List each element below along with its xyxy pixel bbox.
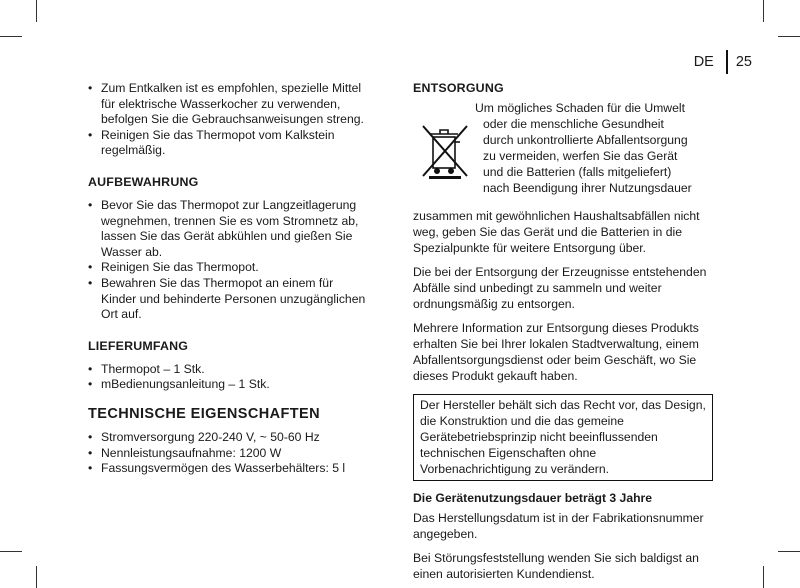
lifetime-heading: Die Gerätenutzungsdauer beträgt 3 Jahre <box>413 491 653 505</box>
crop-mark <box>0 551 22 552</box>
list-item: • Reinigen Sie das Thermopot vom Kalkstein regelmäßig. <box>88 128 370 159</box>
list-item: • Bevor Sie das Thermopot zur Langzeitlagerung wegnehmen, trennen Sie es vom Stromnetz ab, lassen Sie das Gerät abkühlen und gießen Sie Wasser ab. <box>88 198 370 260</box>
intro-line: Um mögliches Schaden für die Umwelt <box>475 101 685 115</box>
disposal-heading: ENTSORGUNG <box>413 81 504 95</box>
intro-line: und die Batterien (falls mitgeliefert) <box>483 165 672 179</box>
storage-heading: AUFBEWAHRUNG <box>88 174 199 189</box>
intro-line: oder die menschliche Gesundheit <box>483 117 664 131</box>
list-item: • Fassungsvermögen des Wasserbehälters: 5 l <box>88 461 370 477</box>
disposal-intro-text <box>475 100 715 196</box>
descaling-list <box>88 81 370 159</box>
page-number: 25 <box>735 54 752 70</box>
crop-mark <box>778 36 800 37</box>
language-code: DE <box>693 54 714 70</box>
crop-mark <box>0 36 22 37</box>
list-item: • Bewahren Sie das Thermopot an einem für Kinder und behinderte Personen unzugänglichen Ort auf. <box>88 276 370 323</box>
crop-mark <box>763 0 764 22</box>
delivery-heading: LIEFERUMFANG <box>88 338 189 353</box>
specs-list <box>88 430 370 477</box>
storage-list <box>88 198 370 323</box>
specs-heading: TECHNISCHE EIGENSCHAFTEN <box>88 405 320 422</box>
disposal-paragraph-2: Die bei der Entsorgung der Erzeugnisse entstehenden Abfälle sind unbedingt zu sammeln und weiter ordnungsmäßig zu entsorgen. <box>413 265 707 311</box>
list-item: • Reinigen Sie das Thermopot. <box>88 260 370 276</box>
manufacturer-notice-box: Der Hersteller behält sich das Recht vor, das Design, die Konstruktion und die das gemeine Gerätebetriebsprinzip nicht beeinflussenden technischen Eigenschaften ohne Vorbenachrichtigung zu verändern. <box>413 394 713 481</box>
right-column <box>413 81 713 582</box>
disposal-paragraph-3: Mehrere Information zur Entsorgung dieses Produkts erhalten Sie bei Ihrer lokalen Stadtverwaltung, einem Abfallentsorgungsdienst oder beim Geschäft, wo Sie dieses Produkt gekauft haben. <box>413 321 699 383</box>
crossed-out-wheelie-bin-icon <box>421 122 469 180</box>
intro-line: durch unkontrollierte Abfallentsorgung <box>483 133 688 147</box>
list-item: • Thermopot – 1 Stk. <box>88 362 370 378</box>
disposal-intro-block <box>413 100 713 208</box>
lifetime-paragraph: Das Herstellungsdatum ist in der Fabrikationsnummer angegeben. <box>413 511 704 541</box>
disposal-continuation: zusammen mit gewöhnlichen Haushaltsabfällen nicht weg, geben Sie das Gerät und die Batterien in die Spezialpunkte für weitere Entsorgung über. <box>413 209 700 255</box>
crop-mark <box>778 551 800 552</box>
page-header <box>694 50 752 74</box>
intro-line: nach Beendigung ihrer Nutzungsdauer <box>483 181 692 195</box>
intro-line: zu vermeiden, werfen Sie das Gerät <box>483 149 678 163</box>
list-item: • Nennleistungsaufnahme: 1200 W <box>88 446 370 462</box>
delivery-list <box>88 362 370 393</box>
crop-mark <box>763 566 764 588</box>
list-item: • Stromversorgung 220-240 V, ~ 50-60 Hz <box>88 430 370 446</box>
list-item: • Zum Entkalken ist es empfohlen, spezielle Mittel für elektrische Wasserkocher zu verwenden, befolgen Sie die Gebrauchsanweisungen streng. <box>88 81 370 128</box>
crop-mark <box>36 566 37 588</box>
list-item: • mBedienungsanleitung – 1 Stk. <box>88 377 370 393</box>
crop-mark <box>36 0 37 22</box>
service-paragraph: Bei Störungsfeststellung wenden Sie sich baldigst an einen autorisierten Kundendienst. <box>413 551 699 581</box>
left-column <box>88 81 370 477</box>
